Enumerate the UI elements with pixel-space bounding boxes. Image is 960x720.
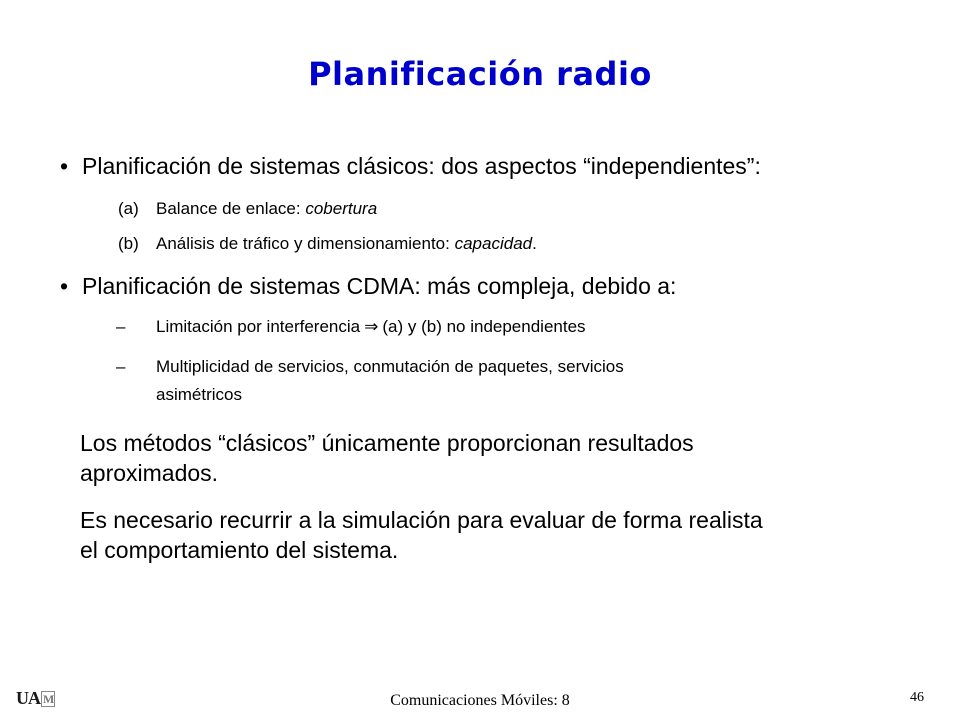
slide-title: Planificación radio xyxy=(308,55,652,93)
sub-item-coverage xyxy=(118,198,377,220)
dash-icon: – xyxy=(116,317,126,336)
dash-icon: – xyxy=(116,357,126,376)
logo-mark: M xyxy=(43,692,54,706)
sub-item-marker: (a) xyxy=(118,199,139,218)
sub-item-text: Limitación por interferencia xyxy=(156,317,361,336)
bullet-classic-systems xyxy=(60,152,761,180)
sub-item-suffix: . xyxy=(532,234,537,253)
bullet-text: Planificación de sistemas CDMA: más compleja, debido a: xyxy=(82,273,677,299)
sub-item-emphasis: capacidad xyxy=(454,234,533,253)
sub-item-text: Balance de enlace: xyxy=(156,199,306,218)
paragraph-line: Los métodos “clásicos” únicamente proporcionan resultados xyxy=(80,430,694,456)
paragraph-classic-methods xyxy=(80,428,930,488)
footer-course-title: Comunicaciones Móviles: 8 xyxy=(390,692,570,709)
logo-text: UA xyxy=(16,688,40,708)
paragraph-line: aproximados. xyxy=(80,460,219,486)
sub-item-marker: (b) xyxy=(118,234,139,253)
sub-item-emphasis: cobertura xyxy=(305,199,378,218)
sub-item-capacity xyxy=(118,233,537,255)
page-number: 46 xyxy=(910,690,924,705)
sub-item-interference xyxy=(116,316,586,338)
bullet-text: Planificación de sistemas clásicos: dos aspectos “independientes”: xyxy=(82,153,761,179)
sub-item-text: Multiplicidad de servicios, conmutación de paquetes, servicios xyxy=(156,357,624,376)
implies-arrow-icon: ⇒ xyxy=(364,317,379,336)
sub-item-text: asimétricos xyxy=(156,385,242,404)
sub-item-text: Análisis de tráfico y dimensionamiento: xyxy=(156,234,455,253)
paragraph-line: Es necesario recurrir a la simulación para evaluar de forma realista xyxy=(80,507,763,533)
sub-item-text-after: (a) y (b) no independientes xyxy=(382,317,586,336)
bullet-icon: • xyxy=(60,153,69,179)
paragraph-line: el comportamiento del sistema. xyxy=(80,537,399,563)
paragraph-simulation xyxy=(80,505,930,565)
bullet-cdma-systems xyxy=(60,272,676,300)
sub-item-multiplicity-continuation xyxy=(156,384,242,406)
bullet-icon: • xyxy=(60,273,69,299)
sub-item-multiplicity xyxy=(116,356,624,378)
